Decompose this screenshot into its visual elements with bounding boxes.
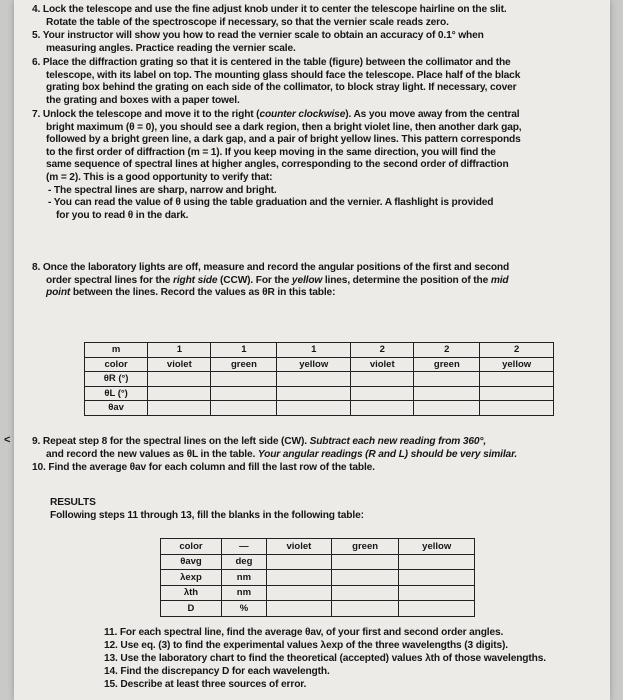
input-cell[interactable]: [399, 554, 475, 570]
table-row-theta-l: [85, 386, 554, 401]
input-cell[interactable]: [331, 585, 399, 601]
results-table: [160, 538, 475, 617]
input-cell[interactable]: [399, 570, 475, 586]
table-cell: m: [85, 343, 148, 358]
input-cell[interactable]: [414, 401, 480, 416]
input-cell[interactable]: [331, 554, 399, 570]
table-row-lambda-exp: [161, 570, 475, 586]
table-cell: —: [221, 539, 266, 555]
step-5: 5. Your instructor will show you how to read the vernier scale to obtain an accuracy of 0.1° when measuring angles. Practice reading the vernier scale.: [32, 30, 484, 54]
table-row-theta-avg: [161, 554, 475, 570]
input-cell[interactable]: [414, 372, 480, 387]
input-cell[interactable]: [351, 401, 414, 416]
input-cell[interactable]: [399, 601, 475, 617]
table-cell: yellow: [399, 539, 475, 555]
input-cell[interactable]: [148, 372, 211, 387]
step-6: 6. Place the diffraction grating so that it is centered in the table (figure) between the collimator and the telescope, with its label on top. The mounting glass should face the telescope. Place half of the black grating box behind the grating on each side of the collimator, to block stray light. If necessary, cover the grating and boxes with a paper towel.: [32, 57, 521, 106]
table-cell: 2: [351, 343, 414, 358]
input-cell[interactable]: [266, 601, 331, 617]
input-cell[interactable]: [266, 585, 331, 601]
table-cell: yellow: [277, 357, 351, 372]
input-cell[interactable]: [148, 401, 211, 416]
input-cell[interactable]: [266, 554, 331, 570]
input-cell[interactable]: [399, 585, 475, 601]
step-15: 15. Describe at least three sources of error.: [104, 679, 307, 690]
table-row-theta-r: [85, 372, 554, 387]
row-label: λexp: [161, 570, 222, 586]
results-intro: Following steps 11 through 13, fill the blanks in the following table:: [50, 510, 364, 521]
input-cell[interactable]: [480, 386, 554, 401]
input-cell[interactable]: [351, 386, 414, 401]
step-8: 8. Once the laboratory lights are off, measure and record the angular positions of the first and second order spectral lines for the right side (CCW). For the yellow lines, determine the position of the mid point between the lines. Record the values as θR in this table:: [32, 262, 510, 299]
measurement-table: [84, 342, 554, 416]
table-cell: color: [161, 539, 222, 555]
unit-cell: deg: [221, 554, 266, 570]
table-row-discrepancy: [161, 601, 475, 617]
unit-cell: nm: [221, 585, 266, 601]
input-cell[interactable]: [351, 372, 414, 387]
input-cell[interactable]: [211, 401, 277, 416]
row-label: θavg: [161, 554, 222, 570]
step-4: 4. Lock the telescope and use the fine adjust knob under it to center the telescope hairline on the slit. Rotate the table of the spectroscope if necessary, so that the vernier scale reads zero.: [32, 4, 507, 28]
step-10: 10. Find the average θav for each column and fill the last row of the table.: [32, 462, 375, 473]
table-cell: green: [331, 539, 399, 555]
row-label: θL (°): [85, 386, 148, 401]
worksheet-page: [14, 0, 610, 700]
input-cell[interactable]: [331, 570, 399, 586]
table-cell: green: [414, 357, 480, 372]
step-12: 12. Use eq. (3) to find the experimental values λexp of the three wavelengths (3 digits).: [104, 640, 508, 651]
step-7: 7. Unlock the telescope and move it to the right (counter clockwise). As you move away from the central bright maximum (θ = 0), you should see a dark region, then a bright violet line, then another dark gap, followed by a bright green line, a dark gap, and a pair of bright yellow lines. This pattern corresponds to the first order of diffraction (m = 1). If you keep moving in the same direction, you will find the same sequence of spectral lines at higher angles, corresponding to the second order of diffraction (m = 2). This is a good opportunity to verify that: - The spectral lines are sharp, narrow and bright. - You can read the value of θ using the table graduation and the vernier. A flashlight is provided for you to read θ in the dark.: [32, 109, 522, 221]
step-14: 14. Find the discrepancy D for each wavelength.: [104, 666, 330, 677]
table-cell: 2: [480, 343, 554, 358]
unit-cell: %: [221, 601, 266, 617]
input-cell[interactable]: [148, 386, 211, 401]
step-13: 13. Use the laboratory chart to find the theoretical (accepted) values λth of those wavelengths.: [104, 653, 546, 664]
input-cell[interactable]: [277, 386, 351, 401]
input-cell[interactable]: [211, 386, 277, 401]
table-cell: 1: [211, 343, 277, 358]
table-cell: 2: [414, 343, 480, 358]
table-cell: yellow: [480, 357, 554, 372]
table-row-theta-av: [85, 401, 554, 416]
table-cell: green: [211, 357, 277, 372]
row-label: D: [161, 601, 222, 617]
row-label: λth: [161, 585, 222, 601]
input-cell[interactable]: [331, 601, 399, 617]
table-row-header: [161, 539, 475, 555]
table-row-lambda-th: [161, 585, 475, 601]
row-label: θav: [85, 401, 148, 416]
margin-marker: <: [4, 434, 11, 446]
input-cell[interactable]: [414, 386, 480, 401]
input-cell[interactable]: [277, 401, 351, 416]
input-cell[interactable]: [480, 401, 554, 416]
step-11: 11. For each spectral line, find the average θav, of your first and second order angles.: [104, 627, 504, 638]
table-row-color: [85, 357, 554, 372]
input-cell[interactable]: [277, 372, 351, 387]
table-row-m: [85, 343, 554, 358]
table-cell: violet: [148, 357, 211, 372]
table-cell: 1: [148, 343, 211, 358]
unit-cell: nm: [221, 570, 266, 586]
input-cell[interactable]: [480, 372, 554, 387]
results-heading: RESULTS: [50, 497, 96, 508]
table-cell: 1: [277, 343, 351, 358]
step-9: 9. Repeat step 8 for the spectral lines on the left side (CW). Subtract each new reading from 360°, and record the new values as θL in the table. Your angular readings (R and L) should be very similar.: [32, 436, 517, 460]
input-cell[interactable]: [211, 372, 277, 387]
table-cell: violet: [266, 539, 331, 555]
row-label: θR (°): [85, 372, 148, 387]
input-cell[interactable]: [266, 570, 331, 586]
table-cell: violet: [351, 357, 414, 372]
table-cell: color: [85, 357, 148, 372]
